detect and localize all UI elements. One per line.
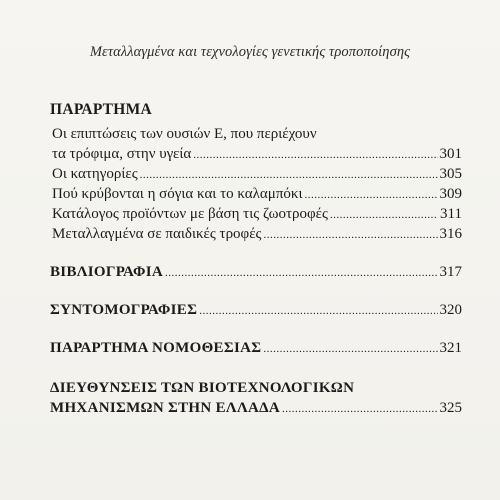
toc-page-number: 301 — [439, 146, 462, 162]
toc-entry — [50, 204, 462, 224]
toc-major-label: ΣΥΝΤΟΜΟΓΡΑΦΙΕΣ — [50, 302, 198, 318]
dot-leader — [305, 185, 438, 205]
toc-page-number: 316 — [439, 226, 462, 242]
toc-major-label: ΠΑΡΑΡΤΗΜΑ ΝΟΜΟΘΕΣΙΑΣ — [50, 340, 262, 356]
dot-leader — [193, 145, 437, 165]
toc-entry — [50, 224, 462, 244]
dot-leader — [199, 301, 437, 321]
toc-entry-label: τα τρόφιμα, στην υγεία — [52, 146, 192, 162]
toc-major-entry — [50, 262, 462, 282]
toc-major-entry — [50, 378, 462, 418]
toc-entry-label: Πού κρύβονται η σόγια και το καλαμπόκι — [52, 186, 303, 202]
toc-page-number: 311 — [440, 206, 462, 222]
toc-page-number: 317 — [439, 264, 462, 280]
toc-entry-line: Οι επιπτώσεις των ουσιών Ε, που περιέχουν — [52, 126, 317, 142]
toc-major-entry — [50, 300, 462, 320]
toc-major-entry — [50, 338, 462, 358]
toc-entry — [50, 164, 462, 184]
dot-leader — [263, 225, 437, 245]
toc-page-number: 309 — [439, 186, 462, 202]
dot-leader — [282, 399, 438, 419]
running-header: Μεταλλαγμένα και τεχνολογίες γενετικής τροποποίησης — [89, 44, 411, 60]
toc-page-number: 325 — [439, 400, 462, 416]
toc-page-number: 320 — [439, 302, 462, 318]
toc-major-label: ΔΙΕΥΘΥΝΣΕΙΣ ΤΩΝ ΒΙΟΤΕΧΝΟΛΟΓΙΚΩΝ — [50, 380, 355, 396]
dot-leader — [263, 339, 437, 359]
toc-major-label: ΒΙΒΛΙΟΓΡΑΦΙΑ — [50, 264, 164, 280]
toc-entry-label: Οι κατηγορίες — [52, 166, 138, 182]
dot-leader — [165, 263, 437, 283]
toc-page-number: 305 — [439, 166, 462, 182]
toc-major-label: ΜΗΧΑΝΙΣΜΩΝ ΣΤΗΝ ΕΛΛΑΔΑ — [50, 400, 280, 416]
toc-entry-label: Μεταλλαγμένα σε παιδικές τροφές — [52, 226, 262, 242]
toc-page-number: 321 — [439, 340, 462, 356]
dot-leader — [330, 205, 438, 225]
toc-entry — [50, 184, 462, 204]
toc-entry — [50, 144, 462, 164]
toc-entry — [50, 398, 462, 418]
toc-entry-label: Κατάλογος προϊόντων με βάση τις ζωοτροφές — [52, 206, 328, 222]
table-of-contents — [50, 100, 462, 418]
dot-leader — [140, 165, 438, 185]
section-title: ΠΑΡΑΡΤΗΜΑ — [50, 101, 153, 118]
